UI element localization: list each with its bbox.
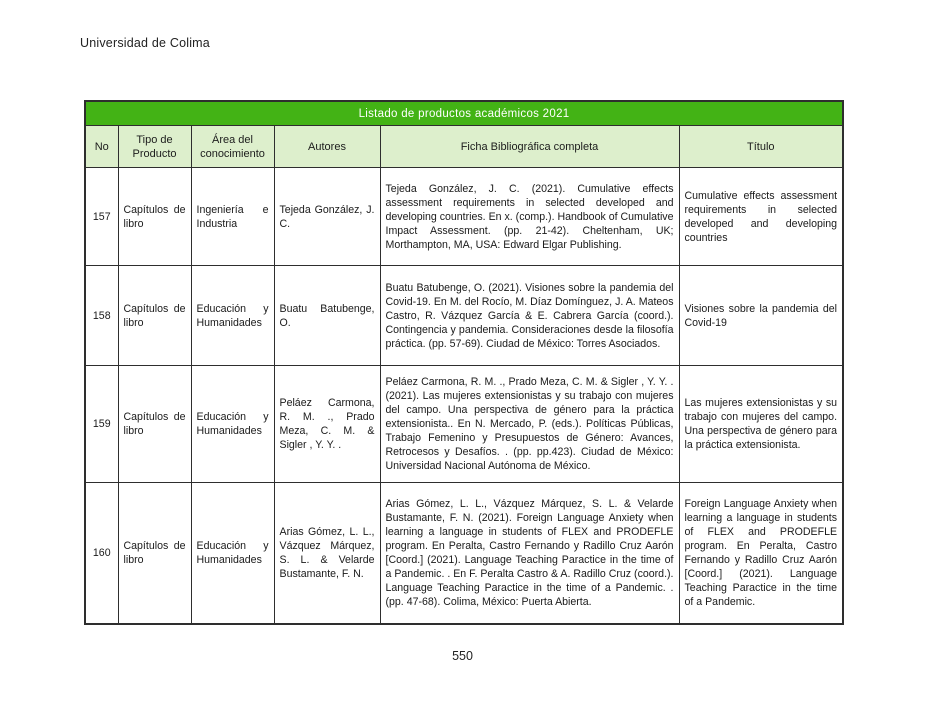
cell-autores: Tejeda González, J. C. [274,168,380,266]
cell-titulo: Visiones sobre la pandemia del Covid-19 [679,266,843,366]
cell-ficha-bibliografica: Peláez Carmona, R. M. ., Prado Meza, C. M. & Sigler , Y. Y. . (2021). Las mujeres extensionistas y su trabajo con mujeres del campo. Una perspectiva de género para la práctica extensionista.. En N. Mercado, P. (eds.). Políticas Públicas, Trabajo Femenino y Presupuestos de Género: Avances, Retrocesos y Desafíos. . (pp. pp.423). Ciudad de México: Universidad Nacional Autónoma de México. [380,366,679,483]
table-row [85,366,843,483]
cell-ficha-bibliografica: Tejeda González, J. C. (2021). Cumulative effects assessment requirements in selected developed and developing countries. En x. (comp.). Handbook of Cumulative Impact Assessment. (pp. 21-42). Cheltenham, UK; Morthampton, MA, USA: Edward Elgar Publishing. [380,168,679,266]
cell-area-conocimiento: Educación y Humanidades [191,366,274,483]
cell-area-conocimiento: Ingeniería e Industria [191,168,274,266]
table-row [85,168,843,266]
column-header-tipo-producto: Tipo de Producto [118,126,191,168]
cell-no: 160 [85,483,118,624]
cell-ficha-bibliografica: Arias Gómez, L. L., Vázquez Márquez, S. L. & Velarde Bustamante, F. N. (2021). Foreign Language Anxiety when learning a language in students of FLEX and PRODEFLE program. En Peralta, Castro Fernando y Radillo Cruz Aarón [Coord.] (2021). Language Teaching Paractice in the time of a Pandemic. . En F. Peralta Castro & A. Radillo Cruz (coord.). Language Teaching Paractice in the time of a Pandemic. . (pp. 47-68). Colima, México: Puerta Abierta. [380,483,679,624]
column-header-no: No [85,126,118,168]
table-title-row [85,101,843,126]
table-row [85,266,843,366]
cell-no: 157 [85,168,118,266]
column-header-titulo: Título [679,126,843,168]
table-row [85,483,843,624]
productos-academicos-table [84,100,844,625]
column-header-ficha-bibliografica: Ficha Bibliográfica completa [380,126,679,168]
cell-tipo-producto: Capítulos de libro [118,366,191,483]
cell-ficha-bibliografica: Buatu Batubenge, O. (2021). Visiones sobre la pandemia del Covid-19. En M. del Rocío, M. Díaz Domínguez, J. A. Mateos Castro, R. Vázquez García & E. Cabrera García (coord.). Contingencia y pandemia. Consideraciones desde la filosofía práctica. (pp. 57-69). Ciudad de México: Torres Asociados. [380,266,679,366]
cell-titulo: Cumulative effects assessment requirements in selected developed and developing countries [679,168,843,266]
column-header-area-conocimiento: Área del conocimiento [191,126,274,168]
cell-tipo-producto: Capítulos de libro [118,168,191,266]
table-header-row [85,126,843,168]
cell-titulo: Foreign Language Anxiety when learning a language in students of FLEX and PRODEFLE program. En Peralta, Castro Fernando y Radillo Cruz Aarón [Coord.] (2021). Language Teaching Paractice in the time of a Pandemic. [679,483,843,624]
cell-no: 158 [85,266,118,366]
cell-tipo-producto: Capítulos de libro [118,266,191,366]
page-number: 550 [452,649,473,663]
cell-tipo-producto: Capítulos de libro [118,483,191,624]
table-title: Listado de productos académicos 2021 [85,101,843,126]
cell-no: 159 [85,366,118,483]
institution-name: Universidad de Colima [80,36,210,50]
cell-area-conocimiento: Educación y Humanidades [191,266,274,366]
cell-titulo: Las mujeres extensionistas y su trabajo con mujeres del campo. Una perspectiva de género para la práctica extensionista. [679,366,843,483]
cell-area-conocimiento: Educación y Humanidades [191,483,274,624]
cell-autores: Arias Gómez, L. L., Vázquez Márquez, S. L. & Velarde Bustamante, F. N. [274,483,380,624]
cell-autores: Buatu Batubenge, O. [274,266,380,366]
column-header-autores: Autores [274,126,380,168]
cell-autores: Peláez Carmona, R. M. ., Prado Meza, C. M. & Sigler , Y. Y. . [274,366,380,483]
